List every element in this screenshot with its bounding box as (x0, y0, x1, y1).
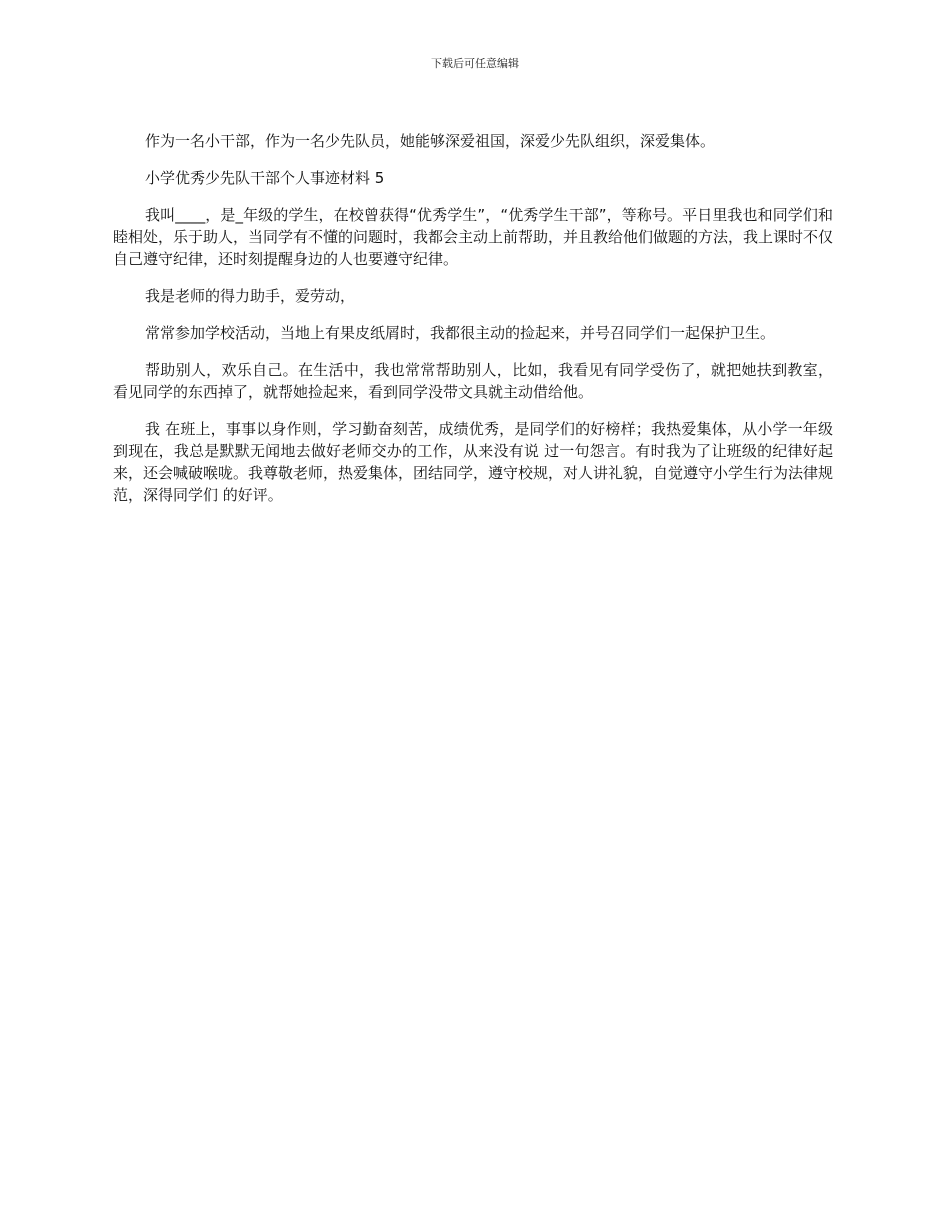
section-heading: 小学优秀少先队干部个人事迹材料 5 (145, 169, 385, 187)
paragraph-5: 帮助别人，欢乐自己。在生活中，我也常常帮助别人，比如，我看见有同学受伤了，就把她扶到教室，看见同学的东西掉了，就帮她捡起来，看到同学没带文具就主动借给他。 (113, 361, 833, 401)
paragraph-1: 作为一名小干部，作为一名少先队员，她能够深爱祖国，深爱少先队组织，深爱集体。 (145, 132, 716, 150)
paragraph-6: 我 在班上，事事以身作则，学习勤奋刻苦，成绩优秀，是同学们的好榜样；我热爱集体，从小学一年级到现在，我总是默默无闻地去做好老师交办的工作，从来没有说 过一句怨言。有时我为了让班级的纪律好起来，还会喊破喉咙。我尊敬老师，热爱集体，团结同学，遵守校规，对人讲礼貌，自觉遵守小学生行为法律规范，深得同学们 的好评。 (113, 420, 834, 504)
paragraph-3: 我是老师的得力助手，爱劳动， (145, 287, 356, 305)
paragraph-2: 我叫____，是_年级的学生，在校曾获得“优秀学生”，“优秀学生干部”，等称号。平日里我也和同学们和睦相处，乐于助人，当同学有不懂的问题时，我都会主动上前帮助，并且教给他们做题的方法，我上课时不仅自己遵守纪律，还时刻提醒身边的人也要遵守纪律。 (113, 206, 834, 268)
paragraph-4: 常常参加学校活动，当地上有果皮纸屑时，我都很主动的捡起来，并号召同学们一起保护卫生。 (145, 324, 776, 342)
header-note: 下载后可任意编辑 (431, 57, 519, 70)
document-body (113, 130, 833, 521)
